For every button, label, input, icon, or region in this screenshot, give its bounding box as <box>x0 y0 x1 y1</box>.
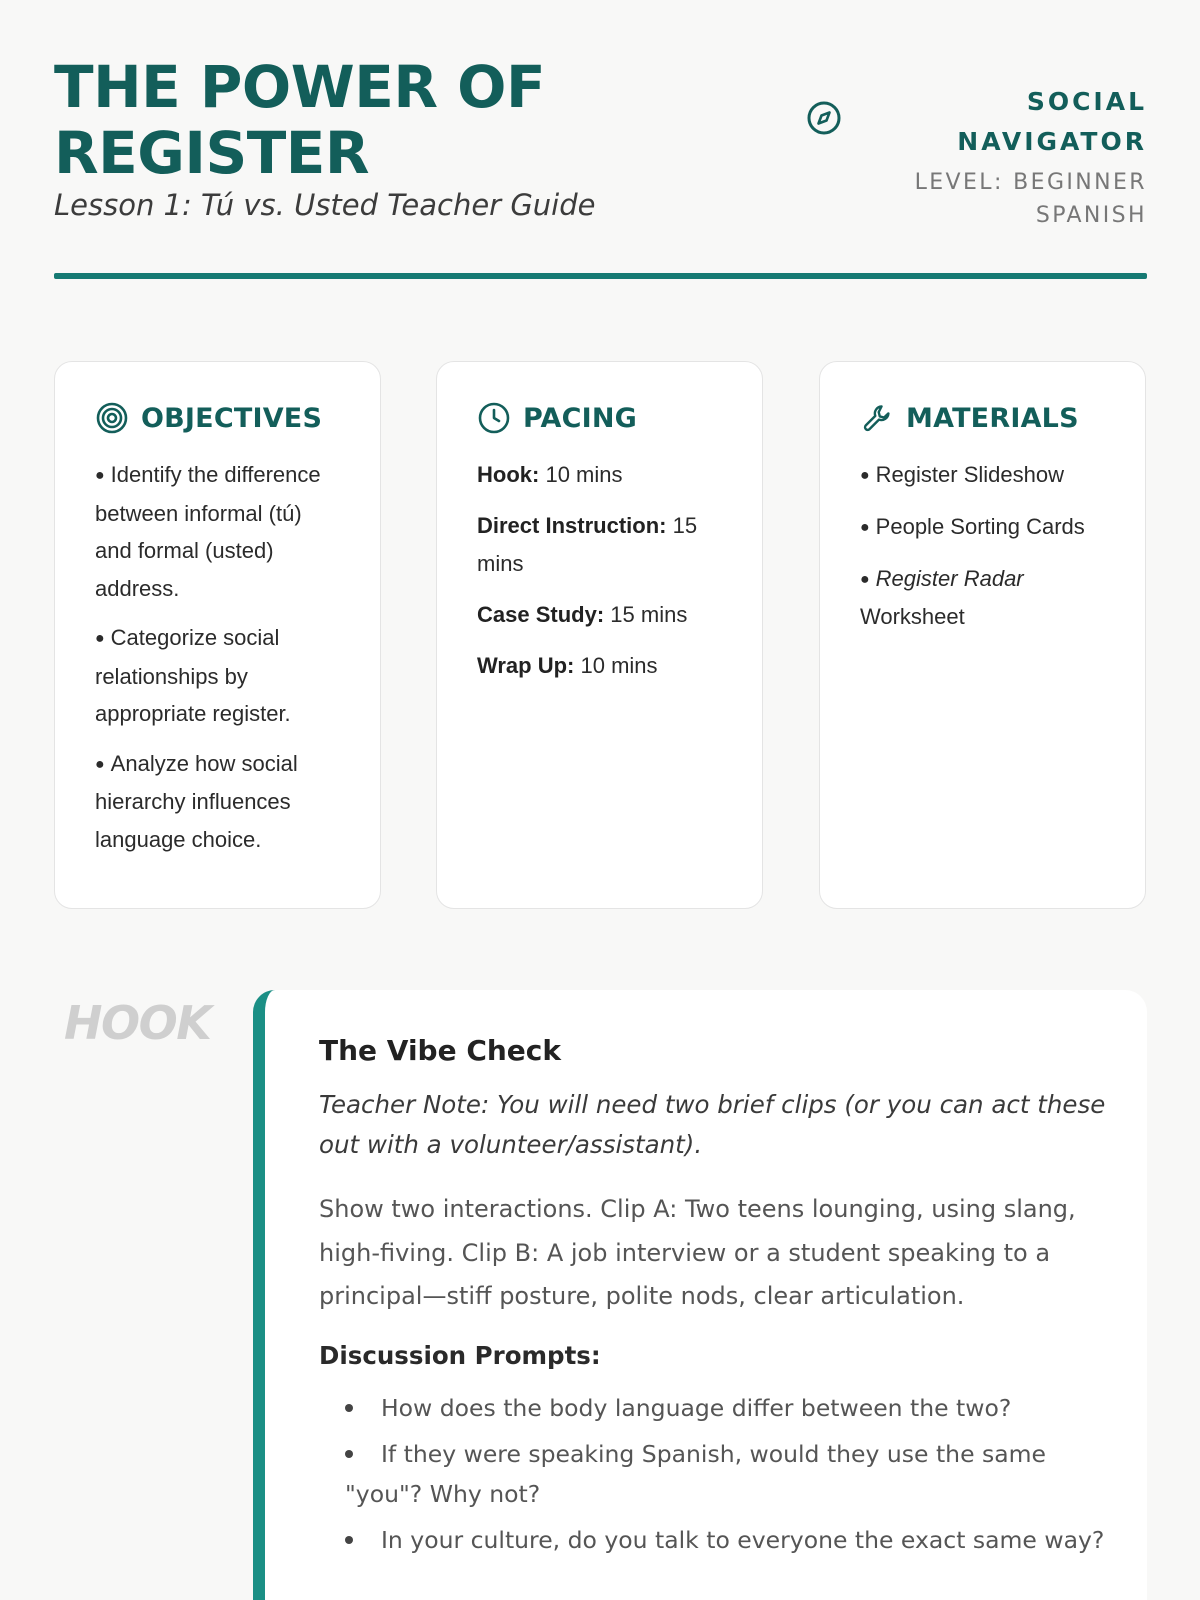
list-item: ● Categorize social relationships by appropriate register. <box>95 625 291 726</box>
list-item: ● People Sorting Cards <box>860 514 1085 539</box>
material-text: People Sorting Cards <box>875 514 1085 539</box>
material-italic-text: Register Radar <box>875 566 1024 591</box>
clock-icon <box>477 401 511 435</box>
discussion-prompts-title: Discussion Prompts: <box>319 1340 601 1370</box>
list-item: ● Register Radar Worksheet <box>860 566 1024 629</box>
pacing-row <box>477 456 726 494</box>
pacing-label: Hook: <box>477 462 540 487</box>
materials-title: MATERIALS <box>906 402 1079 434</box>
brand-name: SOCIAL NAVIGATOR <box>957 87 1147 156</box>
teacher-note: Teacher Note: You will need two brief clips (or you can act these out with a volunteer/assistant). <box>319 1090 1106 1159</box>
objectives-title: OBJECTIVES <box>141 402 323 434</box>
wrench-icon <box>860 401 894 435</box>
list-item <box>345 1388 1107 1428</box>
list-item <box>345 1434 1107 1514</box>
header-divider <box>54 273 1147 279</box>
prompt-text: How does the body language differ between the two? <box>381 1393 1012 1422</box>
discussion-prompts-list <box>319 1388 1107 1560</box>
pacing-value: 10 mins <box>545 462 623 487</box>
materials-header <box>860 400 1109 436</box>
objectives-header <box>95 400 344 436</box>
pacing-value: 15 mins <box>477 513 698 576</box>
hook-section-label: HOOK <box>64 996 211 1050</box>
prompt-text: In your culture, do you talk to everyone the exact same way? <box>381 1525 1105 1554</box>
level-label: LEVEL: BEGINNER SPANISH <box>914 170 1147 228</box>
hook-card <box>253 990 1147 1600</box>
brand-block <box>887 82 1147 232</box>
pacing-header <box>477 400 726 436</box>
pacing-row <box>477 596 726 634</box>
list-item: ● Analyze how social hierarchy influences language choice. <box>95 750 298 852</box>
pacing-card <box>436 361 763 909</box>
objective-text: Categorize social relationships by appropriate register. <box>95 625 291 726</box>
objectives-list <box>95 456 344 858</box>
target-icon <box>95 401 129 435</box>
pacing-row <box>477 647 726 685</box>
list-item <box>345 1520 1107 1560</box>
page-title: THE POWER OF REGISTER <box>54 53 546 187</box>
material-text: Register Slideshow <box>875 462 1064 487</box>
materials-card <box>819 361 1146 909</box>
pacing-value: 10 mins <box>580 653 658 678</box>
pacing-title: PACING <box>523 402 638 434</box>
list-item: ● Identify the difference between informal (tú) and formal (usted) address. <box>95 462 321 601</box>
pacing-label: Wrap Up: <box>477 653 575 678</box>
pacing-value: 15 mins <box>610 602 688 627</box>
pacing-label: Direct Instruction: <box>477 513 667 538</box>
page-header <box>54 54 1147 276</box>
prompt-text: If they were speaking Spanish, would they use the same "you"? Why not? <box>345 1439 1046 1508</box>
page-subtitle: Lesson 1: Tú vs. Usted Teacher Guide <box>54 188 596 222</box>
objective-text: Identify the difference between informal (tú) and formal (usted) address. <box>95 462 321 601</box>
pacing-label: Case Study: <box>477 602 605 627</box>
hook-title: The Vibe Check <box>319 1034 562 1067</box>
material-text: Worksheet <box>860 604 965 629</box>
list-item: ● Register Slideshow <box>860 462 1064 487</box>
objective-text: Analyze how social hierarchy influences language choice. <box>95 750 298 852</box>
pacing-row <box>477 507 726 583</box>
hook-description: Show two interactions. Clip A: Two teens lounging, using slang, high-fiving. Clip B: A job interview or a student speaking to a principal—stiff posture, polite nods, clear articulation. <box>319 1195 1076 1310</box>
objectives-card <box>54 361 381 909</box>
compass-icon <box>806 100 842 136</box>
